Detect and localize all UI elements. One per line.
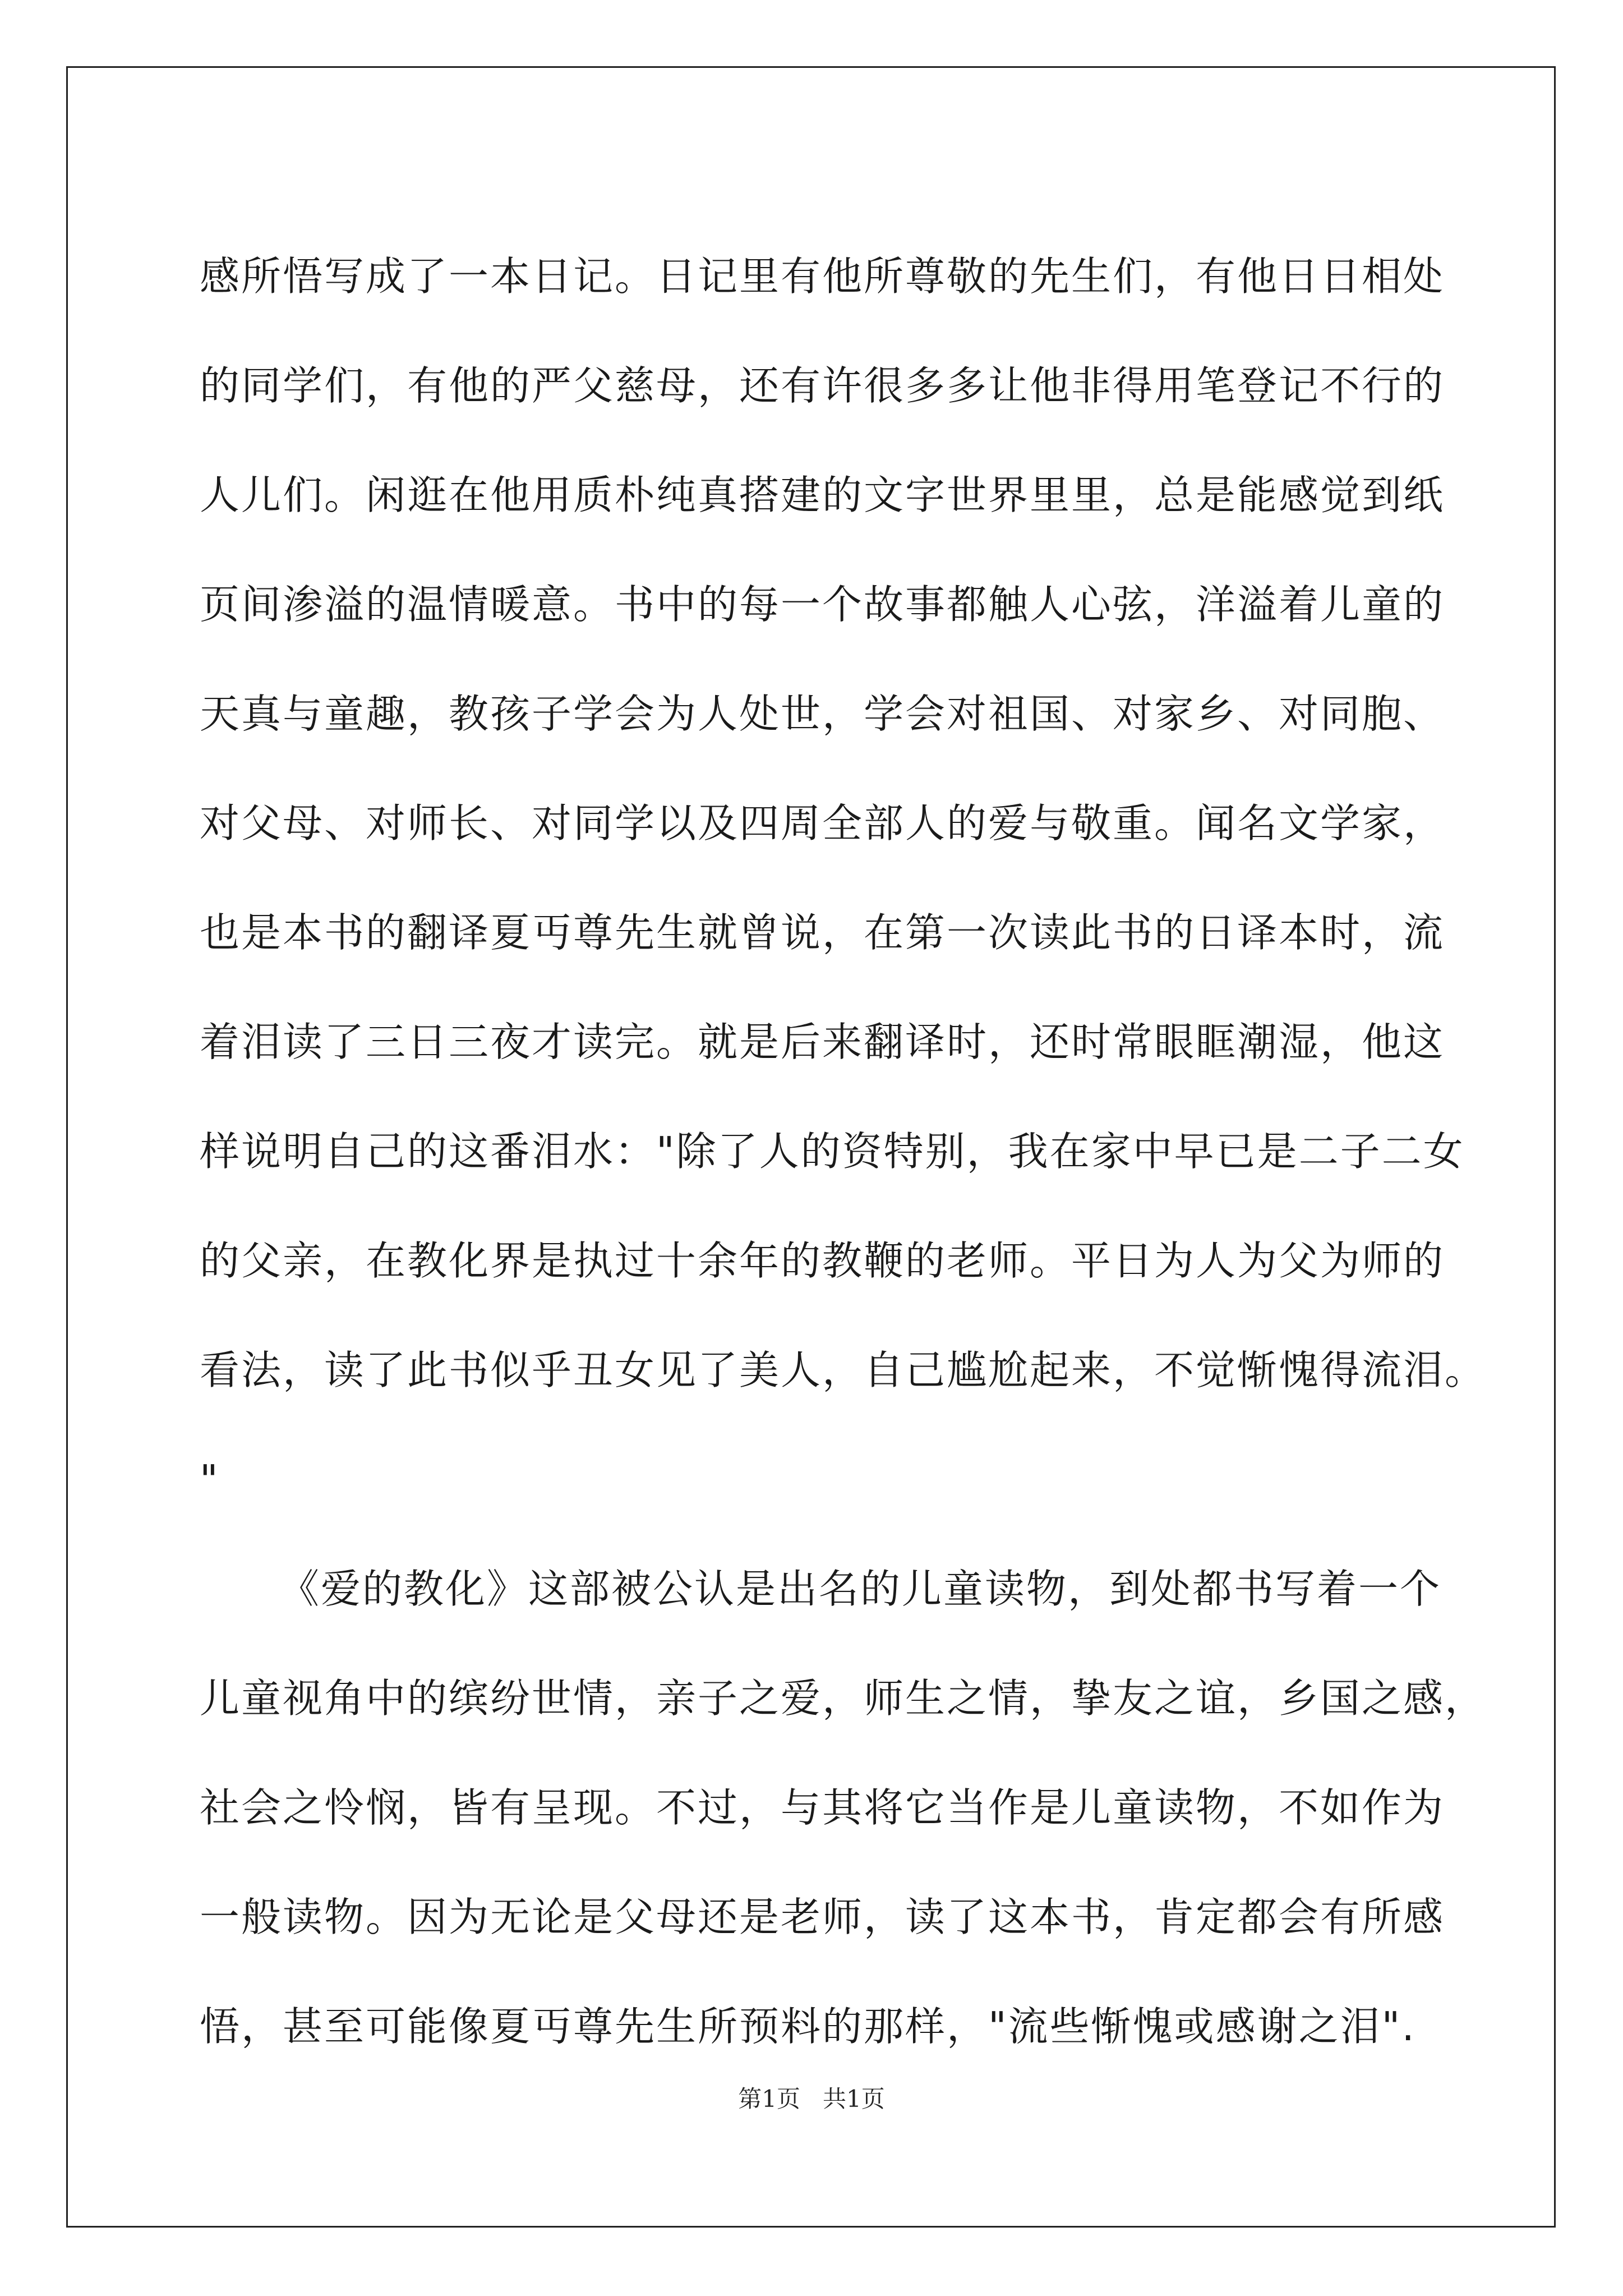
text-line: 社会之怜悯，皆有呈现。不过，与其将它当作是儿童读物，不如作为 (200, 1784, 1445, 1831)
text-line: 感所悟写成了一本日记。日记里有他所尊敬的先生们，有他日日相处 (200, 253, 1445, 300)
text-line: 人儿们。闲逛在他用质朴纯真搭建的文字世界里里，总是能感觉到纸 (200, 472, 1445, 518)
text-line: 样说明自己的这番泪水："除了人的资特别，我在家中早已是二子二女 (200, 1128, 1465, 1175)
document-body (200, 222, 1487, 2081)
paragraph-start-line: 《爱的教化》这部被公认是出名的儿童读物，到处都书写着一个 (279, 1566, 1442, 1612)
text-line: 一般读物。因为无论是父母还是老师，读了这本书，肯定都会有所感 (200, 1894, 1445, 1940)
text-line: 也是本书的翻译夏丏尊先生就曾说，在第一次读此书的日译本时，流 (200, 909, 1445, 956)
text-line: 看法，读了此书似乎丑女见了美人，自己尴尬起来，不觉惭愧得流泪。 (200, 1347, 1487, 1393)
text-line: 的同学们，有他的严父慈母，还有许很多多让他非得用笔登记不行的 (200, 362, 1445, 409)
text-line: 着泪读了三日三夜才读完。就是后来翻译时，还时常眼眶潮湿，他这 (200, 1019, 1445, 1065)
text-line: 儿童视角中的缤纷世情，亲子之爱，师生之情，挚友之谊，乡国之感， (200, 1675, 1487, 1722)
page-footer (0, 2082, 1623, 2116)
page-number: 第1页 (738, 2085, 800, 2113)
text-line: 天真与童趣，教孩子学会为人处世，学会对祖国、对家乡、对同胞、 (200, 691, 1445, 737)
text-line: 的父亲，在教化界是执过十余年的教鞭的老师。平日为人为父为师的 (200, 1237, 1445, 1284)
text-line: 对父母、对师长、对同学以及四周全部人的爱与敬重。闻名文学家， (200, 800, 1445, 846)
text-line: 页间渗溢的温情暖意。书中的每一个故事都触人心弦，洋溢着儿童的 (200, 581, 1445, 628)
text-line: " (200, 1456, 220, 1503)
page-total: 共1页 (823, 2085, 885, 2113)
text-line: 悟，甚至可能像夏丏尊先生所预料的那样，"流些惭愧或感谢之泪". (200, 2003, 1416, 2050)
